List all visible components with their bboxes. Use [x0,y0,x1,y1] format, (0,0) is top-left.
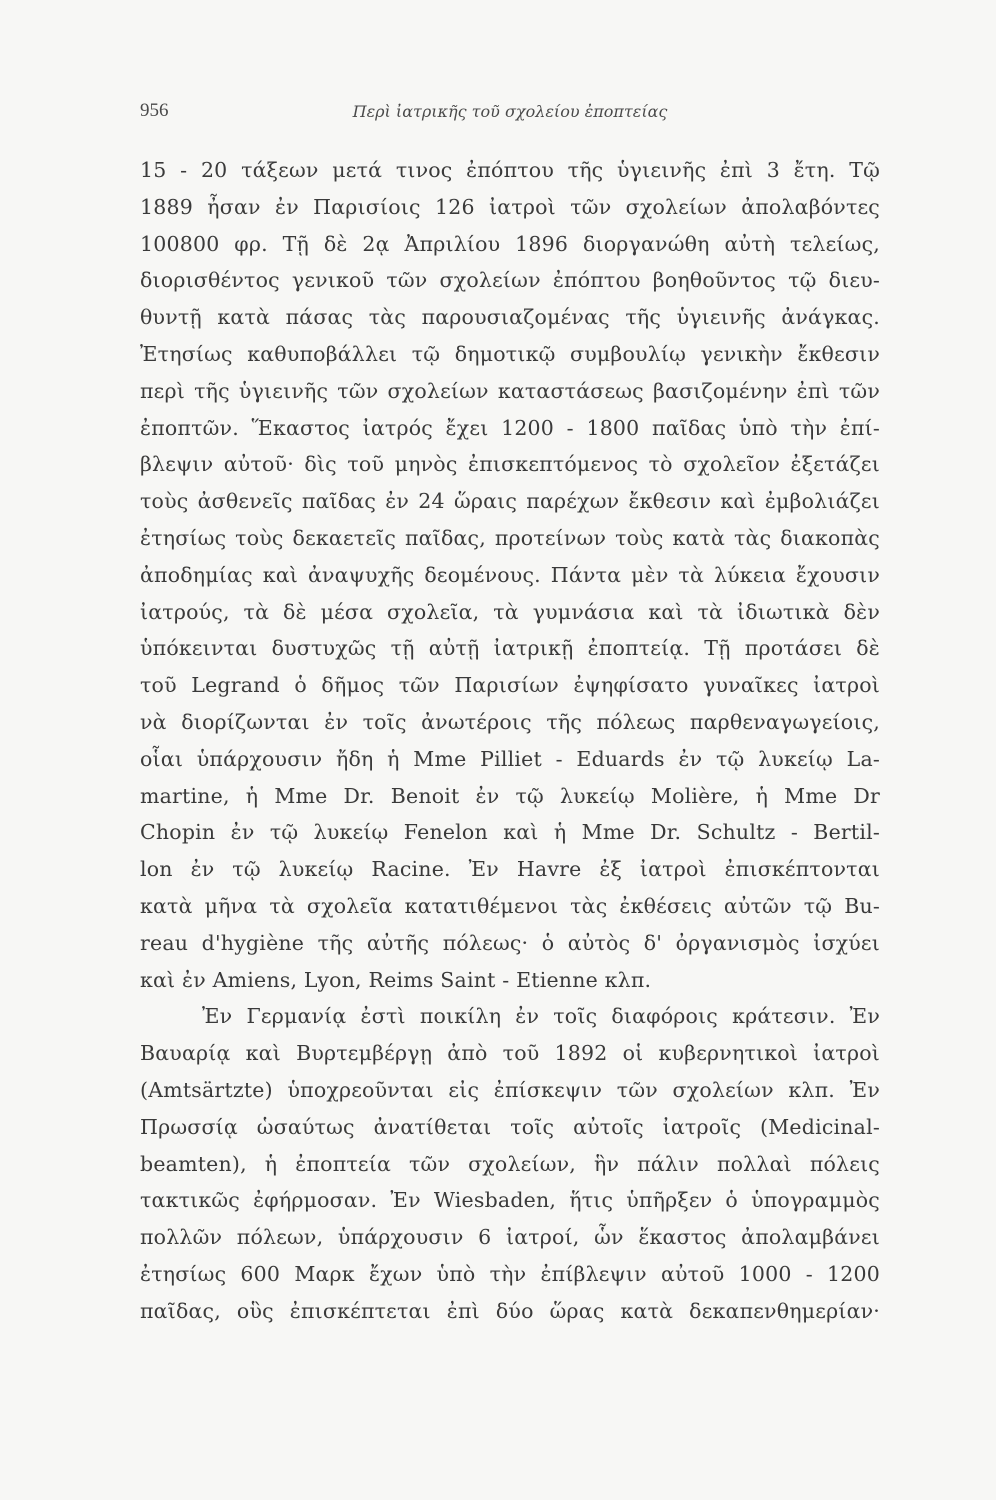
text-line: (Amtsärtzte) ὑποχρεοῦνται εἰς ἐπίσκεψιν τῶν σχολείων κλπ. Ἐν [140,1077,880,1102]
text-line: περὶ τῆς ὑγιεινῆς τῶν σχολείων καταστάσεως βασιζομένην ἐπὶ τῶν [140,378,880,403]
text-line: 15 - 20 τάξεων μετά τινος ἐπόπτου τῆς ὑγιεινῆς ἐπὶ 3 ἔτη. Τῷ [140,158,880,182]
text-line: beamten), ἡ ἐποπτεία τῶν σχολείων, ἣν πάλιν πολλαὶ πόλεις [140,1151,880,1176]
text-line: πολλῶν πόλεων, ὑπάρχουσιν 6 ἰατροί, ὧν ἕκαστος ἀπολαμβάνει [140,1225,880,1250]
text-line: 100800 φρ. Τῇ δὲ 2ᾳ Ἀπριλίου 1896 διοργανώθη αὐτὴ τελείως, [140,231,880,256]
page-header [140,100,880,130]
text-line: Ἐτησίως καθυποβάλλει τῷ δημοτικῷ συμβουλίῳ γενικὴν ἔκθεσιν [140,341,880,366]
paragraph-start-line: Ἐν Γερμανίᾳ ἐστὶ ποικίλη ἐν τοῖς διαφόροις κράτεσιν. Ἐν [202,1004,880,1029]
page-number: 956 [140,100,169,121]
body-text [140,152,880,1330]
text-line: νὰ διορίζωνται ἐν τοῖς ἀνωτέροις τῆς πόλεως παρθεναγωγείοις, [140,709,880,734]
text-line: Βαυαρίᾳ καὶ Βυρτεμβέργῃ ἀπὸ τοῦ 1892 οἱ κυβερνητικοὶ ἰατροὶ [140,1041,880,1066]
text-line: τακτικῶς ἐφήρμοσαν. Ἐν Wiesbaden, ἥτις ὑπῆρξεν ὁ ὑπογραμμὸς [140,1188,880,1213]
text-line: βλεψιν αὐτοῦ· δὶς τοῦ μηνὸς ἐπισκεπτόμενος τὸ σχολεῖον ἐξετάζει [140,452,880,477]
text-line: reau d'hygiène τῆς αὐτῆς πόλεως· ὁ αὐτὸς δ' ὀργανισμὸς ἰσχύει [140,930,880,955]
text-line: κατὰ μῆνα τὰ σχολεῖα κατατιθέμενοι τὰς ἐκθέσεις αὐτῶν τῷ Bu- [140,893,880,918]
text-line: ἰατρούς, τὰ δὲ μέσα σχολεῖα, τὰ γυμνάσια καὶ τὰ ἰδιωτικὰ δὲν [140,599,880,624]
text-line: τοὺς ἀσθενεῖς παῖδας ἐν 24 ὥραις παρέχων ἔκθεσιν καὶ ἐμβολιάζει [140,489,880,514]
running-title: Περὶ ἰατρικῆς τοῦ σχολείου ἐποπτείας [352,102,668,121]
text-line: 1889 ἦσαν ἐν Παρισίοις 126 ἰατροὶ τῶν σχολείων ἀπολαβόντες [140,194,880,219]
text-line: παῖδας, οὓς ἐπισκέπτεται ἐπὶ δύο ὥρας κατὰ δεκαπενθημερίαν· [140,1298,880,1323]
text-line: ὑπόκεινται δυστυχῶς τῇ αὐτῇ ἰατρικῇ ἐποπτείᾳ. Τῇ προτάσει δὲ [140,636,880,661]
text-line: Πρωσσίᾳ ὡσαύτως ἀνατίθεται τοῖς αὐτοῖς ἰατροῖς (Medicinal- [140,1114,880,1139]
text-line: ἀποδημίας καὶ ἀναψυχῆς δεομένους. Πάντα μὲν τὰ λύκεια ἔχουσιν [140,562,880,587]
text-line: ἐτησίως τοὺς δεκαετεῖς παῖδας, προτείνων τοὺς κατὰ τὰς διακοπὰς [140,525,880,550]
text-line: τοῦ Legrand ὁ δῆμος τῶν Παρισίων ἐψηφίσατο γυναῖκες ἰατροὶ [140,673,880,698]
text-line: οἷαι ὑπάρχουσιν ἤδη ἡ Mme Pilliet - Eduards ἐν τῷ λυκείῳ La- [140,746,880,771]
text-line: ἐποπτῶν. Ἕκαστος ἰατρός ἔχει 1200 - 1800 παῖδας ὑπὸ τὴν ἐπί- [140,415,880,440]
text-line: martine, ἡ Mme Dr. Benoit ἐν τῷ λυκείῳ Molière, ἡ Mme Dr [140,783,880,808]
text-line: Chopin ἐν τῷ λυκείῳ Fenelon καὶ ἡ Mme Dr. Schultz - Bertil- [140,820,880,845]
text-line: ἐτησίως 600 Μαρκ ἔχων ὑπὸ τὴν ἐπίβλεψιν αὐτοῦ 1000 - 1200 [140,1261,880,1286]
text-line: lon ἐν τῷ λυκείῳ Racine. Ἐν Havre ἐξ ἰατροὶ ἐπισκέπτονται [140,857,880,882]
text-line: θυντῇ κατὰ πάσας τὰς παρουσιαζομένας τῆς ὑγιεινῆς ἀνάγκας. [140,305,880,330]
text-line: διορισθέντος γενικοῦ τῶν σχολείων ἐπόπτου βοηθοῦντος τῷ διευ- [140,268,880,293]
paragraph-end-line: καὶ ἐν Amiens, Lyon, Reims Saint - Etienne κλπ. [140,967,652,992]
